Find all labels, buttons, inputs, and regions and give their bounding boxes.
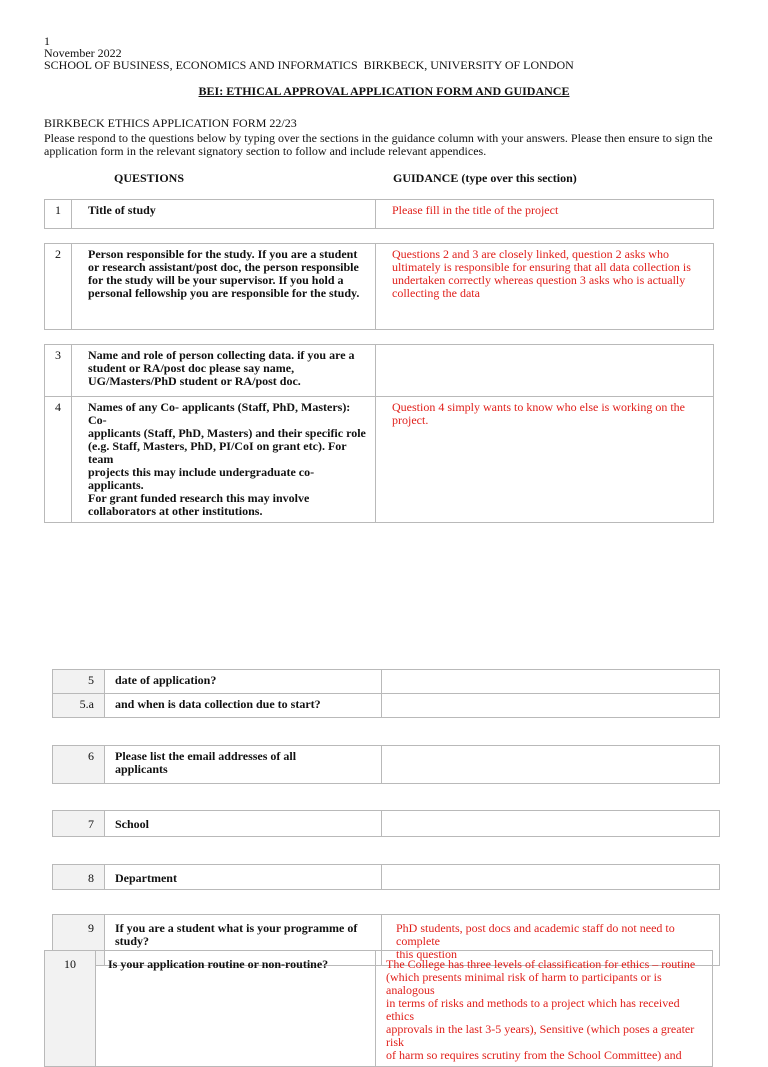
guidance-line: Questions 2 and 3 are closely linked, question 2 asks who bbox=[392, 247, 669, 261]
header-school: SCHOOL OF BUSINESS, ECONOMICS AND INFORMATICS BIRKBECK, UNIVERSITY OF LONDON bbox=[44, 58, 574, 72]
column-header-guidance: GUIDANCE (type over this section) bbox=[393, 171, 577, 185]
question-data-collector bbox=[72, 345, 376, 397]
question-line: for the study will be your supervisor. If you hold a bbox=[88, 273, 344, 287]
guidance-line: The College has three levels of classification for ethics – routine bbox=[386, 957, 696, 971]
row-number: 1 bbox=[45, 200, 72, 229]
question-line: projects this may include undergraduate co-applicants. bbox=[88, 465, 315, 492]
answer-data-collector[interactable] bbox=[376, 345, 714, 397]
question-line: study? bbox=[115, 934, 150, 948]
answer-date-of-application[interactable] bbox=[382, 670, 720, 694]
guidance-line: ultimately is responsible for ensuring that all data collection is bbox=[392, 260, 691, 274]
guidance-line: (which presents minimal risk of harm to participants or is analogous bbox=[386, 970, 662, 997]
form-row-4 bbox=[45, 397, 714, 523]
question-line: (e.g. Staff, Masters, PhD, PI/CoI on grant etc). For team bbox=[88, 439, 347, 466]
form-rows-5 bbox=[52, 669, 720, 718]
question-person-responsible bbox=[72, 244, 376, 330]
form-row-1 bbox=[44, 199, 714, 229]
question-line: personal fellowship you are responsible for the study. bbox=[88, 286, 360, 300]
guidance-line: project. bbox=[392, 413, 429, 427]
question-title-of-study: Title of study bbox=[72, 200, 376, 229]
column-header-questions: QUESTIONS bbox=[114, 171, 185, 185]
guidance-line: this question bbox=[396, 947, 458, 961]
form-row-5a bbox=[53, 694, 720, 718]
question-data-collection-start: and when is data collection due to start? bbox=[105, 694, 382, 718]
question-email-addresses bbox=[105, 746, 382, 784]
form-rows-3-4 bbox=[44, 344, 714, 523]
row-number: 6 bbox=[53, 746, 105, 784]
form-subtitle: BIRKBECK ETHICS APPLICATION FORM 22/23 bbox=[44, 116, 297, 130]
form-row-6 bbox=[52, 745, 720, 784]
guidance-line: Question 4 simply wants to know who else is working on the bbox=[392, 400, 685, 414]
guidance-line: in terms of risks and methods to a project which has received ethics bbox=[386, 996, 680, 1023]
row-number: 3 bbox=[45, 345, 72, 397]
guidance-title-of-study[interactable]: Please fill in the title of the project bbox=[376, 200, 714, 229]
question-line: Name and role of person collecting data. if you are a bbox=[88, 348, 355, 362]
row-number: 9 bbox=[53, 915, 105, 966]
row-number: 5.a bbox=[53, 694, 105, 718]
question-line: student or RA/post doc please say name, bbox=[88, 361, 295, 375]
row-number: 7 bbox=[53, 811, 105, 837]
form-row-7 bbox=[52, 810, 720, 837]
guidance-line: undertaken correctly whereas question 3 asks who is actually bbox=[392, 273, 686, 287]
guidance-person-responsible[interactable] bbox=[376, 244, 714, 330]
row-number: 10 bbox=[45, 951, 96, 1067]
question-line: If you are a student what is your programme of bbox=[115, 921, 358, 935]
guidance-line: of harm so requires scrutiny from the School Committee) and bbox=[386, 1048, 682, 1062]
guidance-co-applicants[interactable] bbox=[376, 397, 714, 523]
answer-school[interactable] bbox=[382, 811, 720, 837]
guidance-line: approvals in the last 3-5 years), Sensitive (which poses a greater risk bbox=[386, 1022, 695, 1049]
answer-email-addresses[interactable] bbox=[382, 746, 720, 784]
question-line: Names of any Co- applicants (Staff, PhD, Masters): Co- bbox=[88, 400, 351, 427]
form-title: BEI: ETHICAL APPROVAL APPLICATION FORM AND GUIDANCE bbox=[198, 84, 570, 98]
question-department: Department bbox=[105, 865, 382, 890]
form-row-3 bbox=[45, 345, 714, 397]
guidance-line: collecting the data bbox=[392, 286, 480, 300]
intro-text-line-1: Please respond to the questions below by typing over the sections in the guidance column with your answers. Please then ensure to sign the bbox=[44, 131, 713, 145]
guidance-line: PhD students, post docs and academic staff do not need to complete bbox=[396, 921, 675, 948]
row-number: 4 bbox=[45, 397, 72, 523]
question-line: applicants (Staff, PhD, Masters) and their specific role bbox=[88, 426, 366, 440]
answer-data-collection-start[interactable] bbox=[382, 694, 720, 718]
form-row-5 bbox=[53, 670, 720, 694]
form-row-2 bbox=[44, 243, 714, 330]
question-line: For grant funded research this may involve bbox=[88, 491, 310, 505]
question-line: applicants bbox=[115, 762, 168, 776]
question-line: Please list the email addresses of all bbox=[115, 749, 297, 763]
header-date: November 2022 bbox=[44, 46, 122, 60]
question-date-of-application: date of application? bbox=[105, 670, 382, 694]
row-number: 2 bbox=[45, 244, 72, 330]
question-school: School bbox=[105, 811, 382, 837]
intro-text-line-2: application form in the relevant signatory section to follow and include relevant appendices. bbox=[44, 144, 487, 158]
question-line: UG/Masters/PhD student or RA/post doc. bbox=[88, 374, 301, 388]
row-number: 8 bbox=[53, 865, 105, 890]
question-co-applicants bbox=[72, 397, 376, 523]
answer-department[interactable] bbox=[382, 865, 720, 890]
question-line: Person responsible for the study. If you are a student bbox=[88, 247, 358, 261]
form-row-8 bbox=[52, 864, 720, 890]
form-row-10 bbox=[44, 947, 713, 1067]
question-routine-or-non-routine: Is your application routine or non-routine? bbox=[96, 951, 376, 1067]
question-line: or research assistant/post doc, the person responsible bbox=[88, 260, 359, 274]
guidance-routine-or-non-routine[interactable] bbox=[376, 951, 713, 1067]
row-number: 5 bbox=[53, 670, 105, 694]
question-line: collaborators at other institutions. bbox=[88, 504, 263, 518]
page-number: 1 bbox=[44, 34, 50, 48]
